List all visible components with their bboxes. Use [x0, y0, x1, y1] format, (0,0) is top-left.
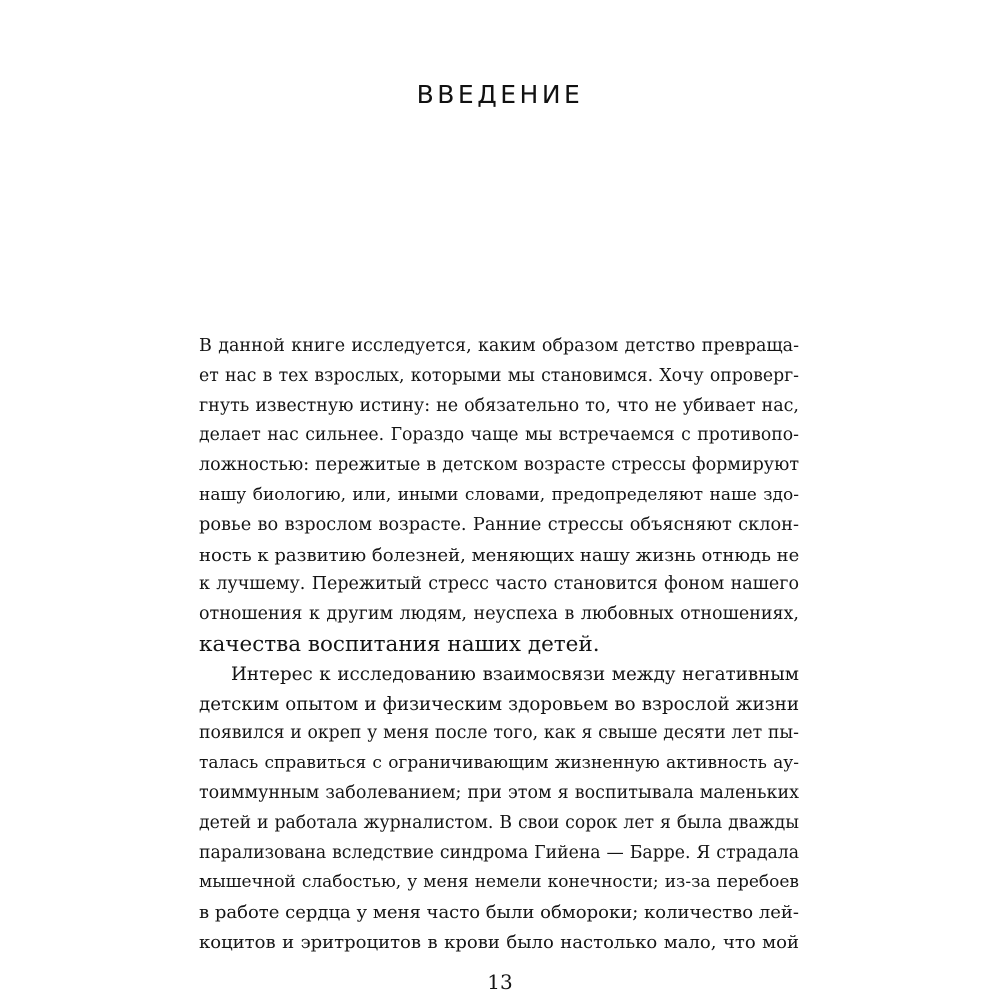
chapter-title: ВВЕДЕНИЕ — [416, 80, 584, 109]
body-text — [199, 332, 799, 958]
text-line: детским опытом и физическим здоровьем во взрослой жизни — [199, 693, 799, 715]
text-line: парализована вследствие синдрома Гийена — Барре. Я страдала — [199, 842, 799, 863]
text-line: Интерес к исследованию взаимосвязи между негативным — [231, 663, 799, 685]
text-line: коцитов и эритроцитов в крови было настолько мало, что мой — [199, 931, 799, 953]
text-line: появился и окреп у меня после того, как я свыше десяти лет пы- — [199, 723, 799, 744]
text-line: к лучшему. Пережитый стресс часто становится фоном нашего — [199, 574, 799, 595]
text-line: качества воспитания наших детей. — [199, 631, 600, 657]
text-line: ет нас в тех взрослых, которыми мы становимся. Хочу опроверг- — [199, 365, 799, 386]
text-line: делает нас сильнее. Гораздо чаще мы встречаемся с противопо- — [199, 425, 799, 446]
text-line: ровье во взрослом возрасте. Ранние стрессы объясняют склон- — [199, 514, 799, 535]
text-line: нашу биологию, или, иными словами, предопределяют наше здо- — [199, 484, 799, 505]
page-number: 13 — [487, 970, 513, 994]
paragraph-1 — [199, 332, 799, 660]
text-line: ность к развитию болезней, меняющих нашу жизнь отнюдь не — [199, 544, 800, 566]
text-line: в работе сердца у меня часто были обмороки; количество лей- — [199, 902, 799, 924]
text-line: тоиммунным заболеванием; при этом я воспитывала маленьких — [199, 782, 799, 803]
text-line: ложностью: пережитые в детском возрасте стрессы формируют — [199, 455, 799, 476]
paragraph-2 — [199, 660, 799, 958]
text-line: отношения к другим людям, неуспеха в любовных отношениях, — [199, 604, 799, 625]
text-line: В данной книге исследуется, каким образом детство превраща- — [199, 336, 799, 356]
text-line: детей и работала журналистом. В свои сорок лет я была дважды — [199, 812, 799, 833]
text-line: гнуть известную истину: не обязательно то, что не убивает нас, — [199, 395, 799, 416]
text-line: талась справиться с ограничивающим жизненную активность ау- — [199, 753, 799, 774]
text-line: мышечной слабостью, у меня немели конечности; из-за перебоев — [199, 872, 799, 893]
